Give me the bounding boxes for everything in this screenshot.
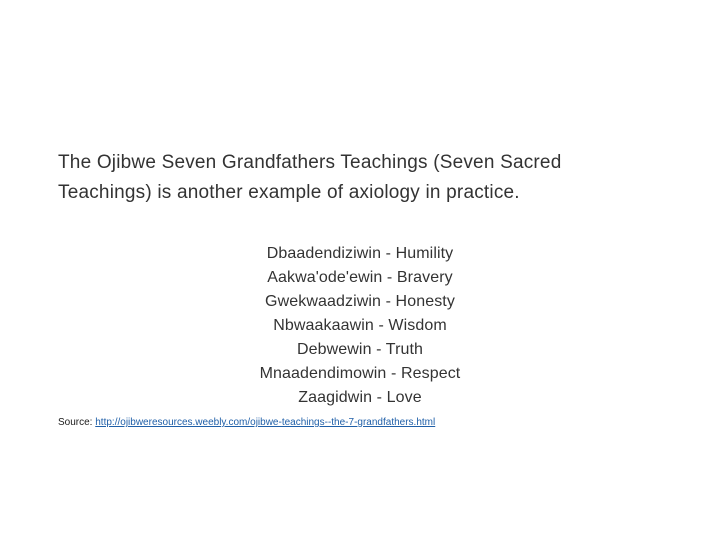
teaching-item-honesty: Gwekwaadziwin - Honesty xyxy=(265,293,455,310)
teaching-item-love: Zaagidwin - Love xyxy=(298,389,422,406)
teaching-item-bravery: Aakwa'ode'ewin - Bravery xyxy=(267,269,453,286)
intro-line-2: Teachings) is another example of axiology in practice. xyxy=(58,182,520,203)
teaching-item-wisdom: Nbwaakaawin - Wisdom xyxy=(273,317,447,334)
intro-paragraph xyxy=(58,148,658,208)
teaching-item-respect: Mnaadendimowin - Respect xyxy=(259,365,461,382)
source-citation xyxy=(58,416,435,430)
teaching-item-humility: Dbaadendiziwin - Humility xyxy=(266,245,454,262)
teachings-list xyxy=(200,242,520,410)
intro-line-1: The Ojibwe Seven Grandfathers Teachings (Seven Sacred xyxy=(58,152,562,173)
source-label: Source: xyxy=(58,417,93,428)
source-link[interactable]: http://ojibweresources.weebly.com/ojibwe-teachings--the-7-grandfathers.html xyxy=(95,417,436,428)
teaching-item-truth: Debwewin - Truth xyxy=(296,341,424,358)
